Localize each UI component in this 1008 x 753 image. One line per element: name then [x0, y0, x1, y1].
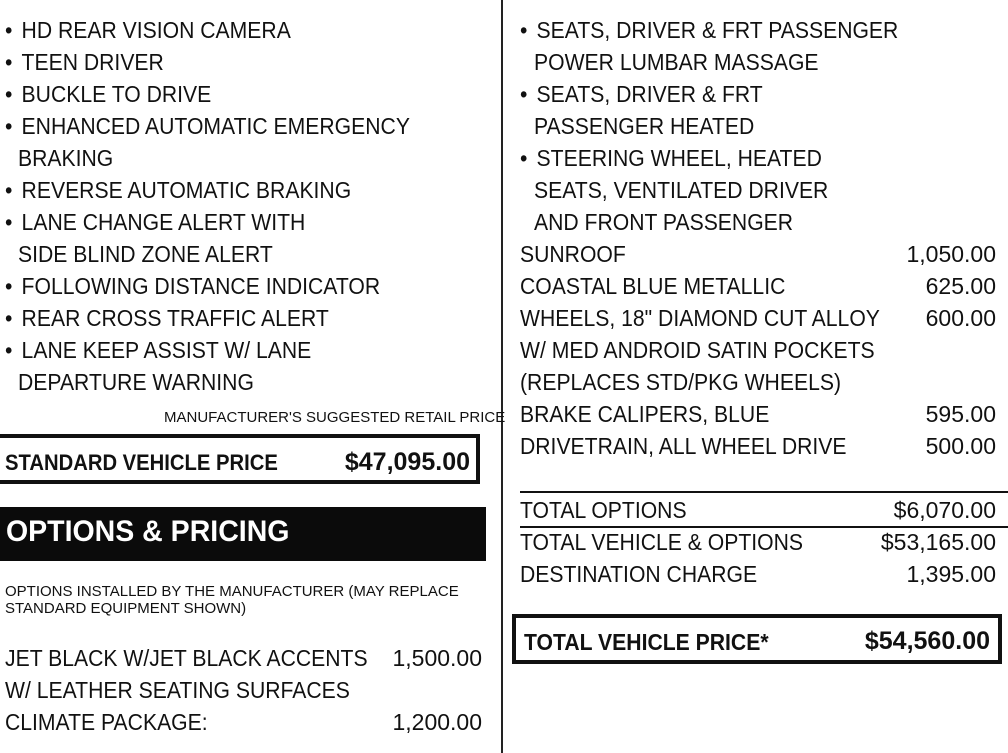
standard-vehicle-price-box — [0, 434, 480, 484]
feature-item — [5, 206, 305, 238]
feature-text: LANE KEEP ASSIST W/ LANE — [21, 337, 312, 363]
feature-text: REAR CROSS TRAFFIC ALERT — [21, 305, 329, 331]
option-price: 625.00 — [925, 273, 996, 299]
option-price: 595.00 — [925, 401, 996, 427]
total-options-value: $6,070.00 — [893, 497, 996, 523]
feature-text: SEATS, DRIVER & FRT PASSENGER — [536, 17, 899, 43]
feature-item — [5, 270, 380, 302]
standard-price-value: $47,095.00 — [344, 448, 470, 476]
option-line: JET BLACK W/JET BLACK ACCENTS — [5, 645, 368, 671]
destination-charge-value: 1,395.00 — [906, 561, 996, 587]
options-pricing-title: OPTIONS & PRICING — [6, 515, 290, 548]
total-vehicle-price-box — [512, 614, 1002, 664]
bullet-icon: • — [5, 17, 13, 43]
option-price: 1,050.00 — [906, 241, 996, 267]
feature-item — [5, 14, 291, 46]
option-line: BRAKE CALIPERS, BLUE — [520, 401, 770, 427]
msrp-label: MANUFACTURER'S SUGGESTED RETAIL PRICE — [164, 409, 506, 426]
options-pricing-header — [0, 507, 486, 561]
total-vehicle-options-value: $53,165.00 — [880, 529, 996, 555]
feature-text: SEATS, DRIVER & FRT — [536, 81, 763, 107]
total-price-label: TOTAL VEHICLE PRICE* — [524, 629, 769, 655]
destination-charge-label: DESTINATION CHARGE — [520, 561, 758, 587]
feature-text-continued: BRAKING — [18, 145, 114, 171]
feature-text: STEERING WHEEL, HEATED — [536, 145, 822, 171]
bullet-icon: • — [5, 81, 13, 107]
bullet-icon: • — [520, 145, 528, 171]
total-price-value: $54,560.00 — [864, 627, 990, 655]
right-column — [512, 0, 1002, 753]
feature-item — [5, 174, 351, 206]
bullet-icon: • — [5, 209, 13, 235]
feature-item — [520, 78, 763, 110]
option-price: 500.00 — [925, 433, 996, 459]
feature-text-continued: POWER LUMBAR MASSAGE — [534, 49, 819, 75]
column-divider — [501, 0, 503, 753]
feature-text-continued: SEATS, VENTILATED DRIVER — [534, 177, 829, 203]
feature-item — [5, 302, 329, 334]
option-line: SUNROOF — [520, 241, 626, 267]
bullet-icon: • — [5, 49, 13, 75]
option-price: 600.00 — [925, 305, 996, 331]
total-options-label: TOTAL OPTIONS — [520, 497, 687, 523]
bullet-icon: • — [5, 337, 13, 363]
option-price: 1,200.00 — [392, 709, 482, 735]
feature-text: LANE CHANGE ALERT WITH — [21, 209, 306, 235]
feature-text: ENHANCED AUTOMATIC EMERGENCY — [21, 113, 410, 139]
bullet-icon: • — [5, 113, 13, 139]
option-line: WHEELS, 18" DIAMOND CUT ALLOY — [520, 305, 880, 331]
feature-text: HD REAR VISION CAMERA — [21, 17, 291, 43]
bullet-icon: • — [520, 81, 528, 107]
bullet-icon: • — [5, 177, 13, 203]
feature-item — [5, 46, 164, 78]
feature-text: REVERSE AUTOMATIC BRAKING — [21, 177, 352, 203]
feature-item — [520, 142, 822, 174]
bullet-icon: • — [5, 273, 13, 299]
feature-item — [5, 78, 211, 110]
totals-rule — [520, 491, 1008, 493]
feature-item — [520, 14, 898, 46]
bullet-icon: • — [520, 17, 528, 43]
option-price: 1,500.00 — [392, 645, 482, 671]
bullet-icon: • — [5, 305, 13, 331]
feature-text-continued: AND FRONT PASSENGER — [534, 209, 794, 235]
feature-item — [5, 334, 311, 366]
option-line: COASTAL BLUE METALLIC — [520, 273, 786, 299]
option-line: (REPLACES STD/PKG WHEELS) — [520, 369, 842, 395]
feature-text: BUCKLE TO DRIVE — [21, 81, 212, 107]
total-vehicle-options-label: TOTAL VEHICLE & OPTIONS — [520, 529, 803, 555]
feature-item — [5, 110, 410, 142]
feature-text-continued: DEPARTURE WARNING — [18, 369, 254, 395]
option-line: CLIMATE PACKAGE: — [5, 709, 208, 735]
standard-price-label: STANDARD VEHICLE PRICE — [5, 450, 278, 475]
feature-text: FOLLOWING DISTANCE INDICATOR — [21, 273, 381, 299]
feature-text: TEEN DRIVER — [21, 49, 164, 75]
options-note: OPTIONS INSTALLED BY THE MANUFACTURER (MAY REPLACE STANDARD EQUIPMENT SHOWN) — [5, 583, 459, 617]
option-line: W/ MED ANDROID SATIN POCKETS — [520, 337, 875, 363]
feature-text-continued: PASSENGER HEATED — [534, 113, 755, 139]
option-line: W/ LEATHER SEATING SURFACES — [5, 677, 350, 703]
feature-text-continued: SIDE BLIND ZONE ALERT — [18, 241, 273, 267]
option-line: DRIVETRAIN, ALL WHEEL DRIVE — [520, 433, 847, 459]
